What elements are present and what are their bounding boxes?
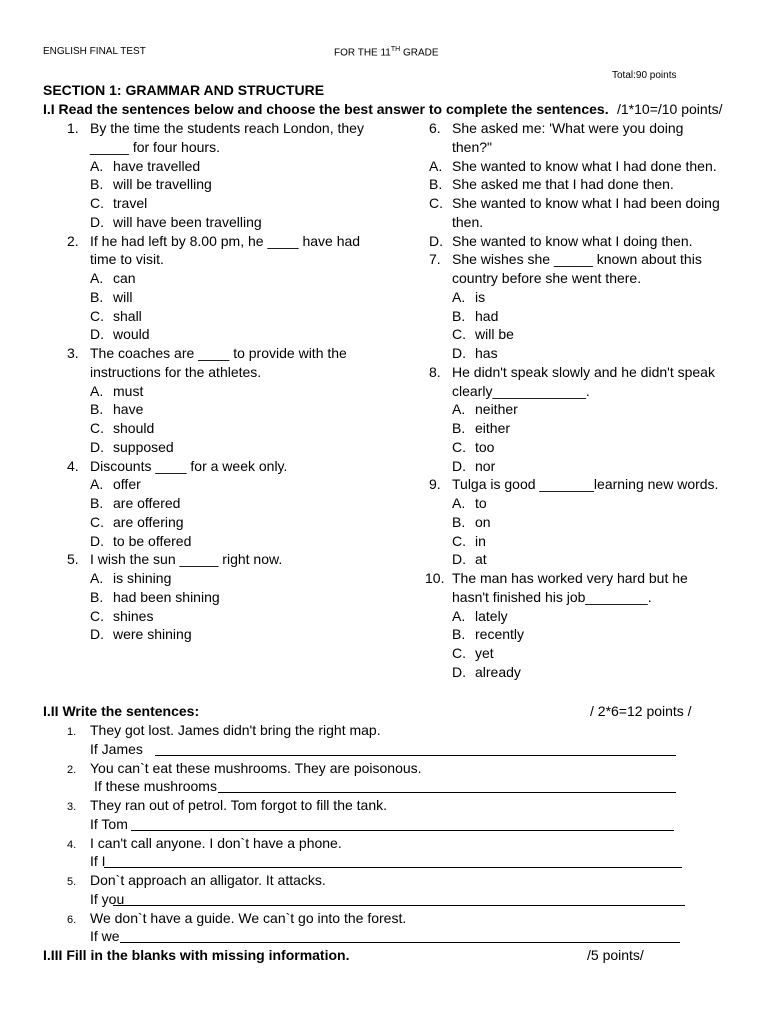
option-letter: A. — [90, 476, 104, 493]
option-text: yet — [475, 645, 494, 661]
option-letter: C. — [452, 645, 466, 661]
part3-points: /5 points/ — [587, 947, 644, 963]
option-letter: A. — [452, 495, 466, 511]
option-letter: C. — [452, 326, 466, 343]
answer-line[interactable] — [104, 867, 682, 868]
part1-points: /1*10=/10 points/ — [617, 101, 723, 117]
question-text: Tulga is good _______learning new words. — [452, 476, 719, 493]
item-prompt: If I — [90, 853, 106, 870]
option-letter: D. — [90, 626, 104, 643]
option-text: lately — [475, 607, 508, 624]
option-letter: A. — [452, 288, 466, 305]
question-text: The man has worked very hard but he — [452, 570, 688, 586]
option-letter: D. — [452, 663, 466, 680]
option-letter: A. — [90, 570, 104, 586]
question-text: If he had left by 8.00 pm, he ____ have had — [90, 232, 361, 249]
question-number: 7. — [429, 251, 441, 268]
question-number: 9. — [429, 476, 441, 493]
option-letter: B. — [452, 307, 466, 324]
item-prompt: If we — [90, 928, 120, 945]
question-text: Discounts ____ for a week only. — [90, 457, 288, 474]
option-letter: A. — [90, 157, 104, 174]
option-letter: D. — [90, 438, 104, 455]
option-letter: C. — [90, 420, 104, 436]
option-text: shines — [113, 607, 154, 624]
item-sentence: I can't call anyone. I don`t have a phone. — [90, 834, 342, 851]
option-text: would — [113, 326, 150, 343]
grade-label: FOR THE 11TH GRADE — [334, 46, 439, 59]
answer-line[interactable] — [120, 942, 680, 943]
option-letter: B. — [452, 420, 466, 436]
question-number: 8. — [429, 363, 441, 380]
option-letter: A. — [90, 270, 104, 286]
option-text: offer — [113, 476, 141, 493]
option-text: will — [113, 288, 133, 305]
option-letter: A. — [429, 157, 443, 174]
question-text: instructions for the athletes. — [90, 363, 262, 380]
option-text: recently — [475, 626, 525, 643]
answer-line[interactable] — [113, 905, 685, 906]
question-text: She wishes she _____ known about this — [452, 251, 702, 268]
option-text: should — [113, 420, 155, 436]
part2-points: / 2*6=12 points / — [590, 703, 692, 719]
item-prompt: If you — [90, 890, 125, 907]
question-number: 3. — [67, 345, 79, 361]
option-text: is shining — [113, 570, 172, 586]
option-text: can — [113, 270, 136, 286]
option-text: She wanted to know what I had done then. — [452, 157, 717, 174]
question-text: country before she went there. — [452, 270, 642, 286]
total-points: Total:90 points — [612, 70, 677, 81]
question-text: _____ for four hours. — [90, 138, 220, 155]
option-text: has — [475, 345, 498, 361]
option-letter: D. — [90, 532, 104, 549]
item-number: 2. — [67, 763, 77, 776]
option-text: have travelled — [113, 157, 201, 174]
item-sentence: They got lost. James didn't bring the right map. — [90, 722, 381, 738]
option-text: She wanted to know what I had been doing — [452, 195, 720, 211]
option-letter: B. — [90, 288, 104, 305]
option-letter: D. — [429, 232, 443, 249]
option-text: in — [475, 532, 486, 549]
option-letter: D. — [452, 551, 466, 568]
option-text: must — [113, 382, 144, 399]
item-sentence: They ran out of petrol. Tom forgot to fill the tank. — [90, 797, 388, 813]
option-letter: D. — [90, 213, 104, 230]
option-letter: A. — [452, 401, 466, 418]
question-text: She asked me: 'What were you doing — [452, 120, 684, 136]
question-number: 6. — [429, 120, 441, 136]
option-letter: B. — [452, 626, 466, 643]
option-letter: B. — [429, 176, 443, 193]
option-letter: C. — [452, 532, 466, 549]
option-letter: C. — [429, 195, 443, 211]
option-text: She wanted to know what I doing then. — [452, 232, 693, 249]
option-letter: D. — [90, 326, 104, 343]
option-letter: C. — [90, 607, 104, 624]
option-letter: B. — [90, 401, 104, 418]
option-text: had — [475, 307, 499, 324]
option-letter: B. — [452, 513, 466, 530]
option-text: neither — [475, 401, 518, 418]
option-text: travel — [113, 195, 148, 211]
question-text: The coaches are ____ to provide with the — [90, 345, 347, 361]
option-letter: D. — [452, 457, 466, 474]
question-text: time to visit. — [90, 251, 164, 268]
question-text: hasn't finished his job________. — [452, 588, 652, 605]
option-text: at — [475, 551, 487, 568]
question-number: 10. — [425, 570, 445, 586]
question-number: 5. — [67, 551, 79, 568]
option-text: will be — [475, 326, 514, 343]
item-number: 5. — [67, 876, 77, 888]
option-letter: B. — [90, 588, 104, 605]
option-text: had been shining — [113, 588, 220, 605]
option-text: She asked me that I had done then. — [452, 176, 674, 193]
part3-heading: I.III Fill in the blanks with missing information. — [43, 947, 350, 963]
question-number: 2. — [67, 232, 79, 249]
question-text: I wish the sun _____ right now. — [90, 551, 283, 568]
item-number: 3. — [67, 801, 77, 813]
question-text: He didn't speak slowly and he didn't speak — [452, 363, 715, 380]
part2-heading: I.II Write the sentences: — [43, 703, 200, 719]
option-letter: A. — [452, 607, 466, 624]
test-title: ENGLISH FINAL TEST — [43, 46, 146, 57]
option-text: is — [475, 288, 486, 305]
item-sentence: We don`t have a guide. We can`t go into the forest. — [90, 909, 407, 926]
option-text: on — [475, 513, 491, 530]
item-prompt: If Tom — [90, 815, 128, 832]
option-letter: C. — [90, 513, 104, 530]
answer-line[interactable] — [131, 830, 674, 831]
item-sentence: Don`t approach an alligator. It attacks. — [90, 872, 326, 888]
option-text: will have been travelling — [113, 213, 262, 230]
question-text: By the time the students reach London, they — [90, 120, 364, 136]
option-text: supposed — [113, 438, 174, 455]
question-number: 1. — [67, 120, 79, 136]
option-text: were shining — [113, 626, 192, 643]
option-letter: A. — [90, 382, 104, 399]
item-sentence: You can`t eat these mushrooms. They are poisonous. — [90, 759, 422, 776]
item-prompt: If James — [90, 740, 143, 757]
option-text: too — [475, 438, 495, 455]
option-text: already — [475, 663, 521, 680]
option-letter: D. — [452, 345, 466, 361]
option-text: have — [113, 401, 144, 418]
option-text: to — [475, 495, 487, 511]
part1-heading: I.I Read the sentences below and choose the best answer to complete the sentences. — [43, 101, 609, 117]
option-text: then. — [452, 213, 484, 230]
option-text: nor — [475, 457, 496, 474]
item-number: 4. — [67, 838, 77, 851]
option-text: are offered — [113, 495, 181, 511]
section-title: SECTION 1: GRAMMAR AND STRUCTURE — [43, 82, 325, 98]
item-number: 6. — [67, 913, 77, 926]
question-number: 4. — [67, 457, 79, 474]
option-letter: C. — [90, 195, 104, 211]
option-text: are offering — [113, 513, 184, 530]
option-letter: C. — [452, 438, 466, 455]
item-prompt: If these mushrooms — [94, 778, 217, 795]
option-letter: B. — [90, 176, 104, 193]
option-text: to be offered — [113, 532, 192, 549]
option-text: either — [475, 420, 511, 436]
option-letter: C. — [90, 307, 104, 324]
item-number: 1. — [67, 726, 77, 738]
answer-line[interactable] — [155, 755, 676, 756]
option-letter: B. — [90, 495, 104, 511]
answer-line[interactable] — [218, 792, 676, 793]
question-text: then?" — [452, 138, 493, 155]
option-text: will be travelling — [113, 176, 212, 193]
option-text: shall — [113, 307, 142, 324]
question-text: clearly____________. — [452, 382, 590, 399]
